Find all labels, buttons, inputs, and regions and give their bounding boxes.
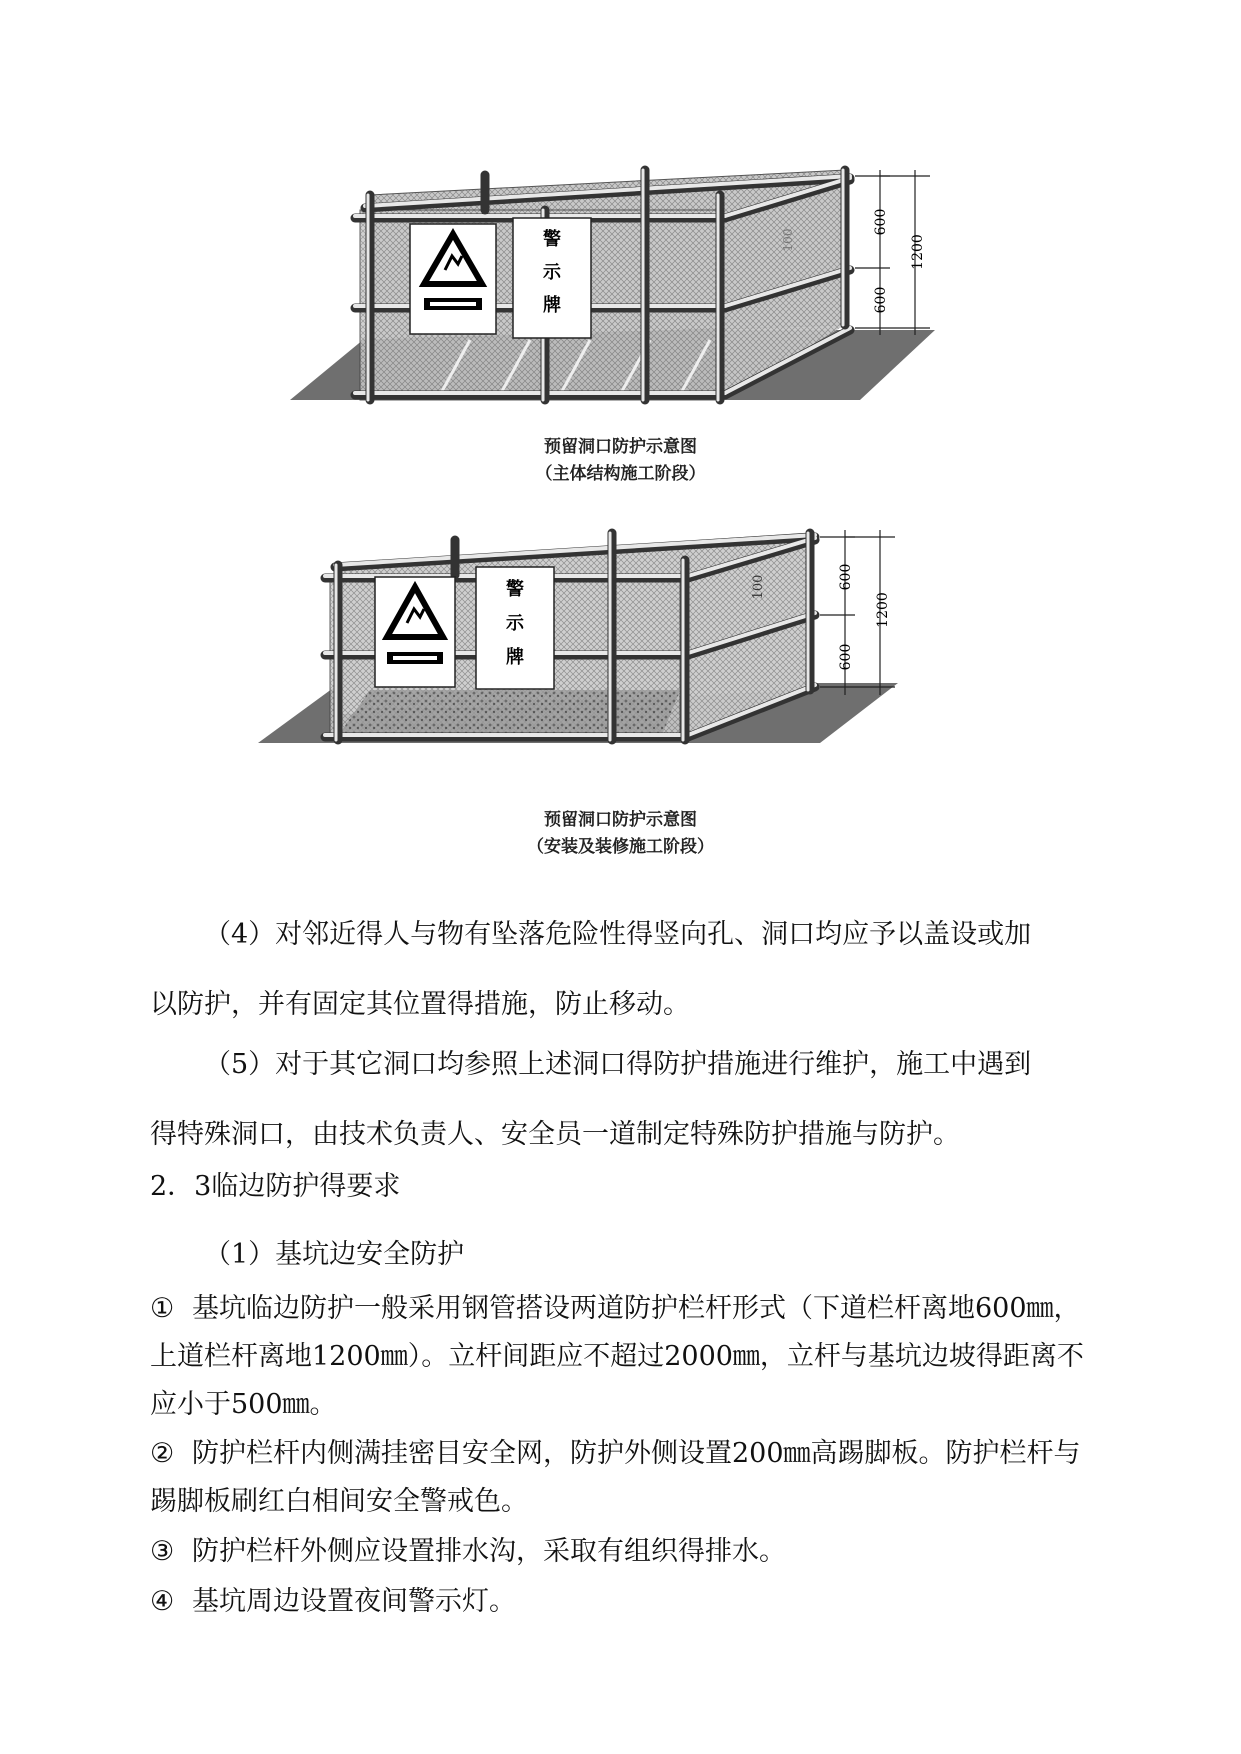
figure-1-caption-line1: 预留洞口防护示意图 bbox=[544, 437, 697, 457]
list-item-3 bbox=[150, 1528, 1100, 1576]
figure-2-caption bbox=[0, 807, 1241, 861]
sign-char-3: 牌 bbox=[506, 647, 524, 668]
sign-char-2: 示 bbox=[543, 262, 561, 283]
figure-2-caption-line1: 预留洞口防护示意图 bbox=[544, 810, 697, 830]
sign-char-1: 警 bbox=[506, 579, 524, 600]
list-item-1 bbox=[150, 1285, 1100, 1429]
item-text: 基坑周边设置夜间警示灯。 bbox=[192, 1586, 516, 1617]
notice-sign bbox=[476, 567, 554, 689]
mesh-label: 100 bbox=[781, 228, 795, 252]
paragraph-5-line1: （5）对于其它洞口均参照上述洞口得防护措施进行维护，施工中遇到 bbox=[204, 1049, 1032, 1080]
paragraph-5 bbox=[150, 1030, 1090, 1170]
figure-1-caption-line2: （主体结构施工阶段） bbox=[535, 464, 706, 484]
notice-sign bbox=[513, 218, 591, 338]
paragraph-4-line2: 以防护，并有固定其位置得措施，防止移动。 bbox=[150, 989, 690, 1020]
figure-1 bbox=[0, 150, 1241, 430]
item-number: ③ bbox=[150, 1536, 175, 1567]
subheading: （1）基坑边安全防护 bbox=[204, 1239, 465, 1270]
dim-lower: 600 bbox=[838, 643, 854, 671]
guardrail-diagram-2 bbox=[0, 515, 1241, 755]
list-item-2 bbox=[150, 1430, 1100, 1526]
section-heading: 2．3临边防护得要求 bbox=[150, 1171, 401, 1202]
paragraph-5-line2: 得特殊洞口，由技术负责人、安全员一道制定特殊防护措施与防护。 bbox=[150, 1119, 960, 1150]
figure-2 bbox=[0, 515, 1241, 755]
figure-1-caption bbox=[0, 434, 1241, 488]
item-text: 基坑临边防护一般采用钢管搭设两道防护栏杆形式（下道栏杆离地600㎜，上道栏杆离地1200㎜）。立杆间距应不超过2000㎜，立杆与基坑边坡得距离不应小于500㎜。 bbox=[150, 1293, 1084, 1420]
guardrail-diagram-1 bbox=[0, 150, 1241, 430]
warning-sign bbox=[410, 224, 496, 334]
figure-2-caption-line2: （安装及装修施工阶段） bbox=[527, 837, 714, 857]
dim-upper: 600 bbox=[838, 563, 854, 591]
item-number: ② bbox=[150, 1438, 175, 1469]
sign-char-2: 示 bbox=[506, 613, 524, 634]
item-text: 防护栏杆内侧满挂密目安全网，防护外侧设置200㎜高踢脚板。防护栏杆与踢脚板刷红白相间安全警戒色。 bbox=[150, 1438, 1081, 1517]
item-number: ① bbox=[150, 1293, 175, 1324]
list-item-4 bbox=[150, 1578, 1100, 1626]
dim-upper: 600 bbox=[873, 208, 889, 236]
item-number: ④ bbox=[150, 1586, 175, 1617]
mesh-label: 100 bbox=[751, 574, 766, 600]
dim-total: 1200 bbox=[910, 234, 926, 270]
item-text: 防护栏杆外侧应设置排水沟，采取有组织得排水。 bbox=[192, 1536, 786, 1567]
warning-sign bbox=[375, 577, 455, 687]
sign-char-3: 牌 bbox=[543, 295, 561, 316]
paragraph-4 bbox=[150, 900, 1090, 1040]
dim-total: 1200 bbox=[875, 592, 891, 628]
sign-char-1: 警 bbox=[543, 229, 561, 250]
paragraph-4-line1: （4）对邻近得人与物有坠落危险性得竖向孔、洞口均应予以盖设或加 bbox=[204, 919, 1032, 950]
dim-lower: 600 bbox=[873, 286, 889, 314]
